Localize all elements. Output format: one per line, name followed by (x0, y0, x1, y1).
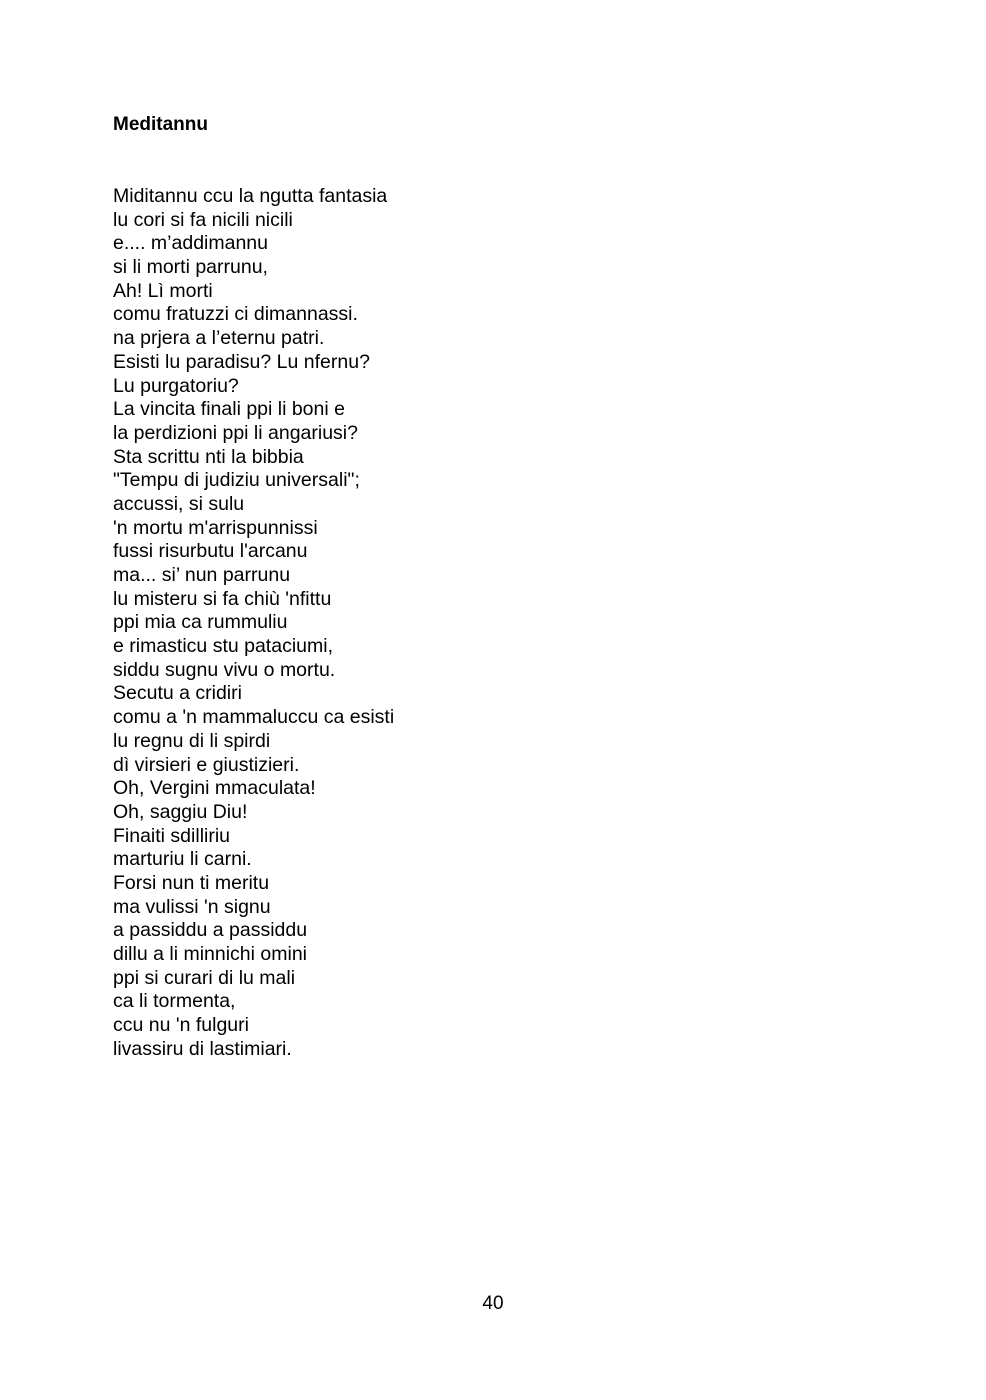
poem-line: ppi mia ca rummuliu (113, 611, 288, 634)
poem-body (113, 185, 394, 1061)
poem-line: Oh, Vergini mmaculata! (113, 777, 316, 800)
poem-line: livassiru di lastimiari. (113, 1037, 292, 1060)
poem-line: ca li tormenta, (113, 990, 236, 1013)
poem-line: Miditannu ccu la ngutta fantasia (113, 185, 388, 207)
poem-line: lu cori si fa nicili nicili (113, 208, 293, 231)
poem-line: a passiddu a passiddu (113, 919, 308, 942)
poem-line: Lu purgatoriu? (113, 374, 239, 397)
poem-line: Oh, saggiu Diu! (113, 800, 248, 823)
poem-line: Forsi nun ti meritu (113, 871, 270, 894)
poem-line: Finaiti sdilliriu (113, 824, 231, 847)
poem-line: "Tempu di judiziu universali"; (113, 469, 360, 492)
poem-line: Esisti lu paradisu? Lu nfernu? (113, 350, 370, 373)
poem-title: Meditannu (113, 114, 208, 135)
poem-line: dillu a li minnichi omini (113, 943, 307, 965)
poem-line: comu fratuzzi ci dimannassi. (113, 303, 358, 326)
poem-line: ma... si’ nun parrunu (113, 564, 291, 586)
poem-line: siddu sugnu vivu o mortu. (113, 658, 336, 681)
poem-line: ccu nu 'n fulguri (113, 1014, 249, 1037)
poem-line: ppi si curari di lu mali (113, 966, 296, 989)
poem-line: Sta scrittu nti la bibbia (113, 445, 304, 468)
poem-line: dì virsieri e giustizieri. (113, 753, 300, 776)
page-number: 40 (482, 1293, 504, 1314)
poem-line: e rimasticu stu pataciumi, (113, 635, 333, 658)
poem-line: lu regnu di li spirdi (113, 729, 271, 752)
poem-line: si li morti parrunu, (113, 256, 268, 279)
poem-line: accussi, si sulu (113, 492, 245, 515)
poem-line: fussi risurbutu l'arcanu (113, 540, 308, 563)
poem-line: e.... m’addimannu (113, 232, 269, 255)
poem-line: lu misteru si fa chiù 'nfittu (113, 587, 332, 610)
poem-line: comu a 'n mammaluccu ca esisti (113, 706, 395, 729)
poem-line: Ah! Lì morti (113, 279, 213, 302)
poem-line: la perdizioni ppi li angariusi? (113, 421, 358, 444)
poem-line: 'n mortu m'arrispunnissi (113, 516, 318, 539)
poem-line: na prjera a l’eternu patri. (113, 327, 325, 350)
poem-line: ma vulissi 'n signu (113, 895, 271, 918)
poem-line: Secutu a cridiri (113, 682, 242, 705)
poem-line: marturiu li carni. (113, 848, 252, 871)
poem-line: La vincita finali ppi li boni e (113, 398, 345, 421)
